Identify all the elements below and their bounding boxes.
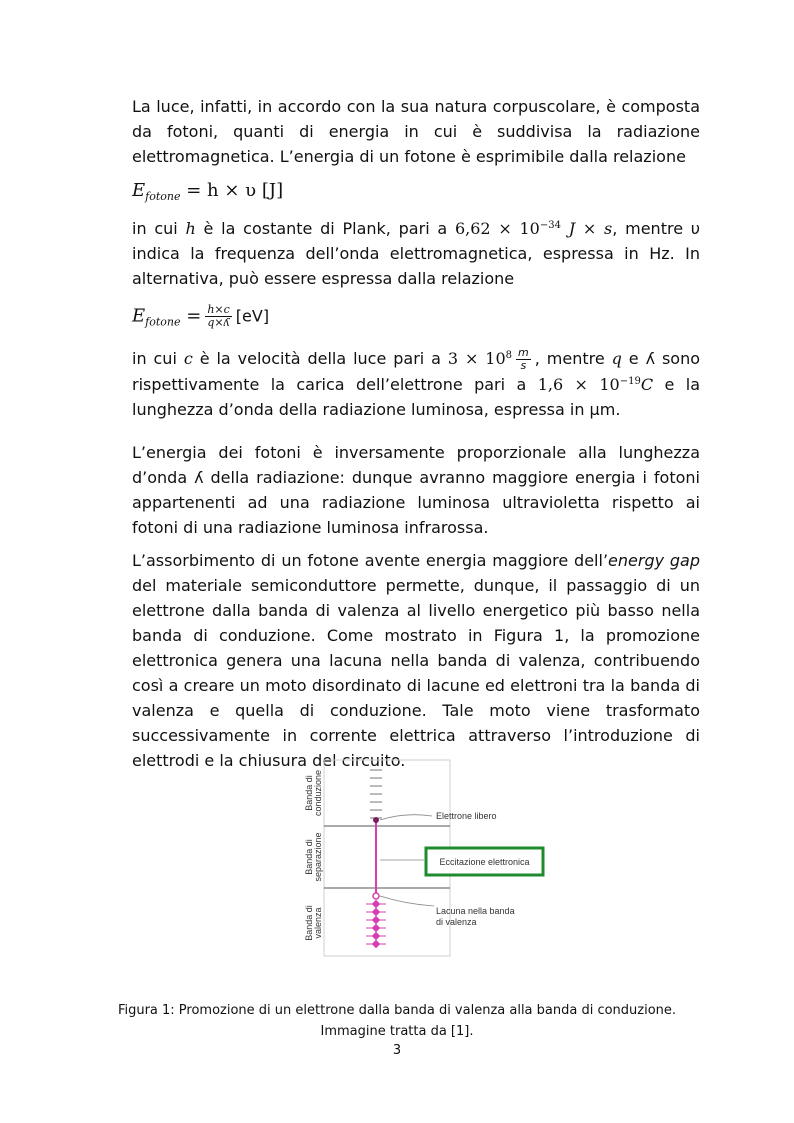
label-valence-band-1: Banda di <box>304 905 314 941</box>
free-electron-dot <box>373 817 379 823</box>
label-hole-1: Lacuna nella banda <box>436 906 515 916</box>
caption-line-1: Figura 1: Promozione di un elettrone dalla banda di valenza alla banda di conduzione. <box>117 1003 677 1018</box>
paragraph-light-speed: in cui c è la velocità della luce pari a $3 \times 10^8$ $\frac{m}{s}$ , mentre q e ʎ sono rispettivamente la carica dell’elettrone pari a $1,6 \times 10^{-19}C$ e la lunghezza d’onda della radiazione luminosa, espressa in μm. <box>132 346 701 419</box>
label-separation-band-1: Banda di <box>304 839 314 875</box>
paragraph-energy-gap: L’assorbimento di un fotone avente energia maggiore dell’energy gap del materiale semiconduttore permette, dunque, il passaggio di un elettrone dalla banda di valenza al livello energetico più basso nella banda di conduzione. Come mostrato in Figura 1, la promozione elettronica genera una lacuna nella banda di valenza, contribuendo così a creare un moto disordinato di lacune ed elettroni tra la banda di valenza e quella di conduzione. Tale moto viene trasformato successivamente in corrente elettrica attraverso l’introduzione di elettrodi e la chiusura del circuito. <box>132 551 701 770</box>
label-hole-2: di valenza <box>436 917 477 927</box>
label-conduction-band-1: Banda di <box>304 775 314 811</box>
label-valence-band-2: valenza <box>313 907 323 939</box>
label-excitation: Eccitazione elettronica <box>439 857 530 867</box>
fraction-m-over-s: $\frac{m}{s}$ <box>518 346 529 372</box>
label-conduction-band-2: conduzione <box>313 769 323 817</box>
pointer-hole <box>380 896 434 906</box>
paragraph-photons: La luce, infatti, in accordo con la sua natura corpuscolare, è composta da fotoni, quanti di energia in cui è suddivisa la radiazione elettromagnetica. L’energia di un fotone è esprimibile dalla relazione <box>132 97 700 166</box>
equation-photon-energy-joule: $E_{fotone} = h \times \upsilon$ [J] <box>132 180 284 203</box>
label-free-electron: Elettrone libero <box>436 811 497 821</box>
conduction-levels <box>370 770 382 818</box>
figure-caption <box>100 1000 694 1042</box>
equation-photon-energy-ev: $E_{fotone}$ = $\frac{h\times c}{\text{q×ʎ}}$ [eV] <box>132 303 270 329</box>
valence-electrons <box>372 900 380 948</box>
page-number: 3 <box>392 1043 402 1058</box>
band-diagram-figure <box>300 758 550 960</box>
pointer-free-electron <box>380 815 432 820</box>
paragraph-photon-energy-wavelength: L’energia dei fotoni è inversamente proporzionale alla lunghezza d’onda ʎ della radiazione: dunque avranno maggiore energia i fotoni appartenenti ad una radiazione luminosa ultravioletta rispetto ai fotoni di una radiazione luminosa infrarossa. <box>132 443 700 537</box>
caption-line-2: Immagine tratta da [1]. <box>320 1024 474 1039</box>
fraction-hc-over-q-lambda: $\frac{h\times c}{\text{q×ʎ}}$ <box>207 303 230 329</box>
hole-marker <box>373 893 379 899</box>
paragraph-planck-constant: in cui h è la costante di Plank, pari a $6,62 \times 10^{-34}$ J × s, mentre υ indica la frequenza dell’onda elettromagnetica, espressa in Hz. In alternativa, può essere espressa dalla relazione <box>132 219 701 288</box>
label-separation-band-2: separazione <box>313 832 323 882</box>
